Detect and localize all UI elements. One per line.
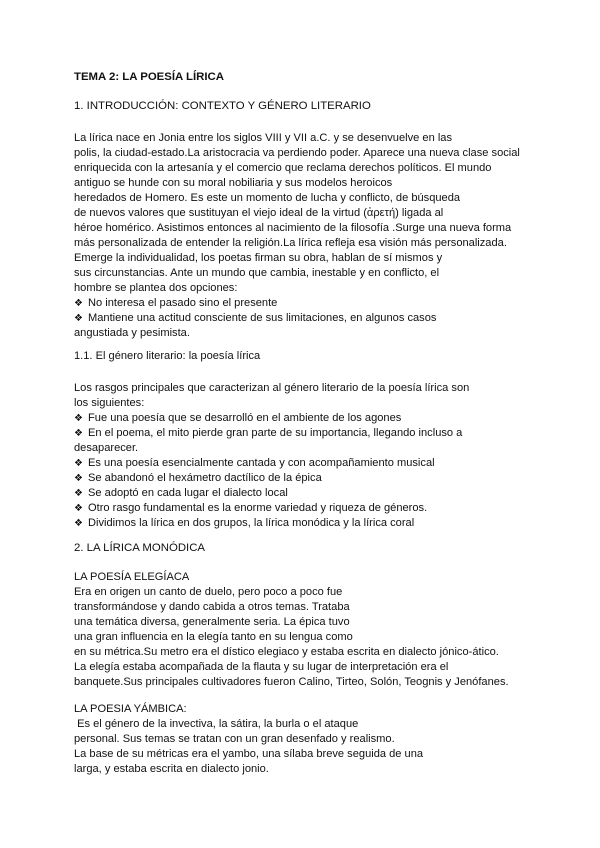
text-line: La base de su métricas era el yambo, una sílaba breve seguida de una — [74, 748, 424, 760]
list-item-text: No interesa el pasado sino el presente — [88, 297, 278, 309]
list-item — [74, 296, 574, 311]
text-line: antiguo se hunde con su moral nobiliaria y sus modelos heroicos — [74, 177, 393, 189]
list-item-text: Fue una poesía que se desarrolló en el ambiente de los agones — [88, 412, 402, 424]
list-item — [74, 516, 574, 531]
text-line: una gran influencia en la elegía tanto en su lengua como — [74, 631, 353, 643]
elegiaca-section — [74, 570, 574, 690]
diamond-bullet-icon: ❖ — [74, 313, 83, 324]
text-line: La elegía estaba acompañada de la flauta y su lugar de interpretación era el — [74, 661, 449, 673]
list-item-text: Otro rasgo fundamental es la enorme variedad y riqueza de géneros. — [88, 502, 428, 514]
text-line: Era en origen un canto de duelo, pero poco a poco fue — [74, 586, 343, 598]
text-line: más personalizada de entender la religión.La lírica refleja esa visión más personalizada. — [74, 237, 507, 249]
section-1-paragraph — [74, 131, 574, 341]
list-item-text: Se adoptó en cada lugar el dialecto local — [88, 487, 288, 499]
text-line: hombre se plantea dos opciones: — [74, 282, 238, 294]
text-line: banquete.Sus principales cultivadores fueron Calino, Tirteo, Solón, Teognis y Jenófanes. — [74, 676, 509, 688]
section-1-heading: 1. INTRODUCCIÓN: CONTEXTO Y GÉNERO LITERARIO — [74, 100, 371, 112]
text-line: héroe homérico. Asistimos entonces al nacimiento de la filosofía .Surge una nueva forma — [74, 222, 512, 234]
diamond-bullet-icon: ❖ — [74, 518, 83, 529]
text-line: Es el género de la invectiva, la sátira, la burla o el ataque — [74, 718, 359, 730]
list-item-text: Es una poesía esencialmente cantada y con acompañamiento musical — [88, 457, 435, 469]
list-item-continuation: angustiada y pesimista. — [74, 327, 190, 339]
diamond-bullet-icon: ❖ — [74, 298, 83, 309]
text-line: una temática diversa, generalmente seria. La épica tuvo — [74, 616, 350, 628]
list-item-text: Dividimos la lírica en dos grupos, la lírica monódica y la lírica coral — [88, 517, 415, 529]
list-item-continuation: desaparecer. — [74, 442, 139, 454]
diamond-bullet-icon: ❖ — [74, 473, 83, 484]
text-line: transformándose y dando cabida a otros temas. Trataba — [74, 601, 350, 613]
list-item — [74, 501, 574, 516]
text-line: La lírica nace en Jonia entre los siglos VIII y VII a.C. y se desenvuelve en las — [74, 132, 453, 144]
subsection-heading: LA POESIA YÁMBICA: — [74, 703, 187, 715]
text-line: los siguientes: — [74, 397, 145, 409]
subsection-heading: LA POESÍA ELEGÍACA — [74, 571, 190, 583]
section-1-1-content — [74, 381, 574, 531]
diamond-bullet-icon: ❖ — [74, 428, 83, 439]
list-item-text: En el poema, el mito pierde gran parte de su importancia, llegando incluso a — [88, 427, 463, 439]
text-line: personal. Sus temas se tratan con un gran desenfado y realismo. — [74, 733, 395, 745]
text-line: enriquecida con la artesanía y el comercio que reclama derechos políticos. El mundo — [74, 162, 492, 174]
diamond-bullet-icon: ❖ — [74, 488, 83, 499]
section-1-1-heading: 1.1. El género literario: la poesía lírica — [74, 350, 261, 362]
text-line: Los rasgos principales que caracterizan al género literario de la poesía lírica son — [74, 382, 470, 394]
text-line: sus circunstancias. Ante un mundo que cambia, inestable y en conflicto, el — [74, 267, 440, 279]
list-item-text: Mantiene una actitud consciente de sus limitaciones, en algunos casos — [88, 312, 437, 324]
list-item — [74, 426, 574, 441]
list-item — [74, 471, 574, 486]
text-line: de nuevos valores que sustituyan el viejo ideal de la virtud (ἀρετή) ligada al — [74, 207, 444, 219]
list-item — [74, 311, 574, 326]
list-item — [74, 486, 574, 501]
diamond-bullet-icon: ❖ — [74, 503, 83, 514]
text-line: polis, la ciudad-estado.La aristocracia va perdiendo poder. Aparece una nueva clase social — [74, 147, 520, 159]
section-2-heading: 2. LA LÍRICA MONÓDICA — [74, 542, 206, 554]
diamond-bullet-icon: ❖ — [74, 458, 83, 469]
text-line: heredados de Homero. Es este un momento de lucha y conflicto, de búsqueda — [74, 192, 461, 204]
list-item — [74, 411, 574, 426]
page-title: TEMA 2: LA POESÍA LÍRICA — [74, 71, 224, 83]
yambica-section — [74, 702, 574, 777]
list-item-text: Se abandonó el hexámetro dactílico de la épica — [88, 472, 322, 484]
text-line: larga, y estaba escrita en dialecto jonio. — [74, 763, 269, 775]
text-line: Emerge la individualidad, los poetas firman su obra, hablan de sí mismos y — [74, 252, 443, 264]
list-item — [74, 456, 574, 471]
text-line: en su métrica.Su metro era el dístico elegiaco y estaba escrita en dialecto jónico-ático. — [74, 646, 499, 658]
diamond-bullet-icon: ❖ — [74, 413, 83, 424]
